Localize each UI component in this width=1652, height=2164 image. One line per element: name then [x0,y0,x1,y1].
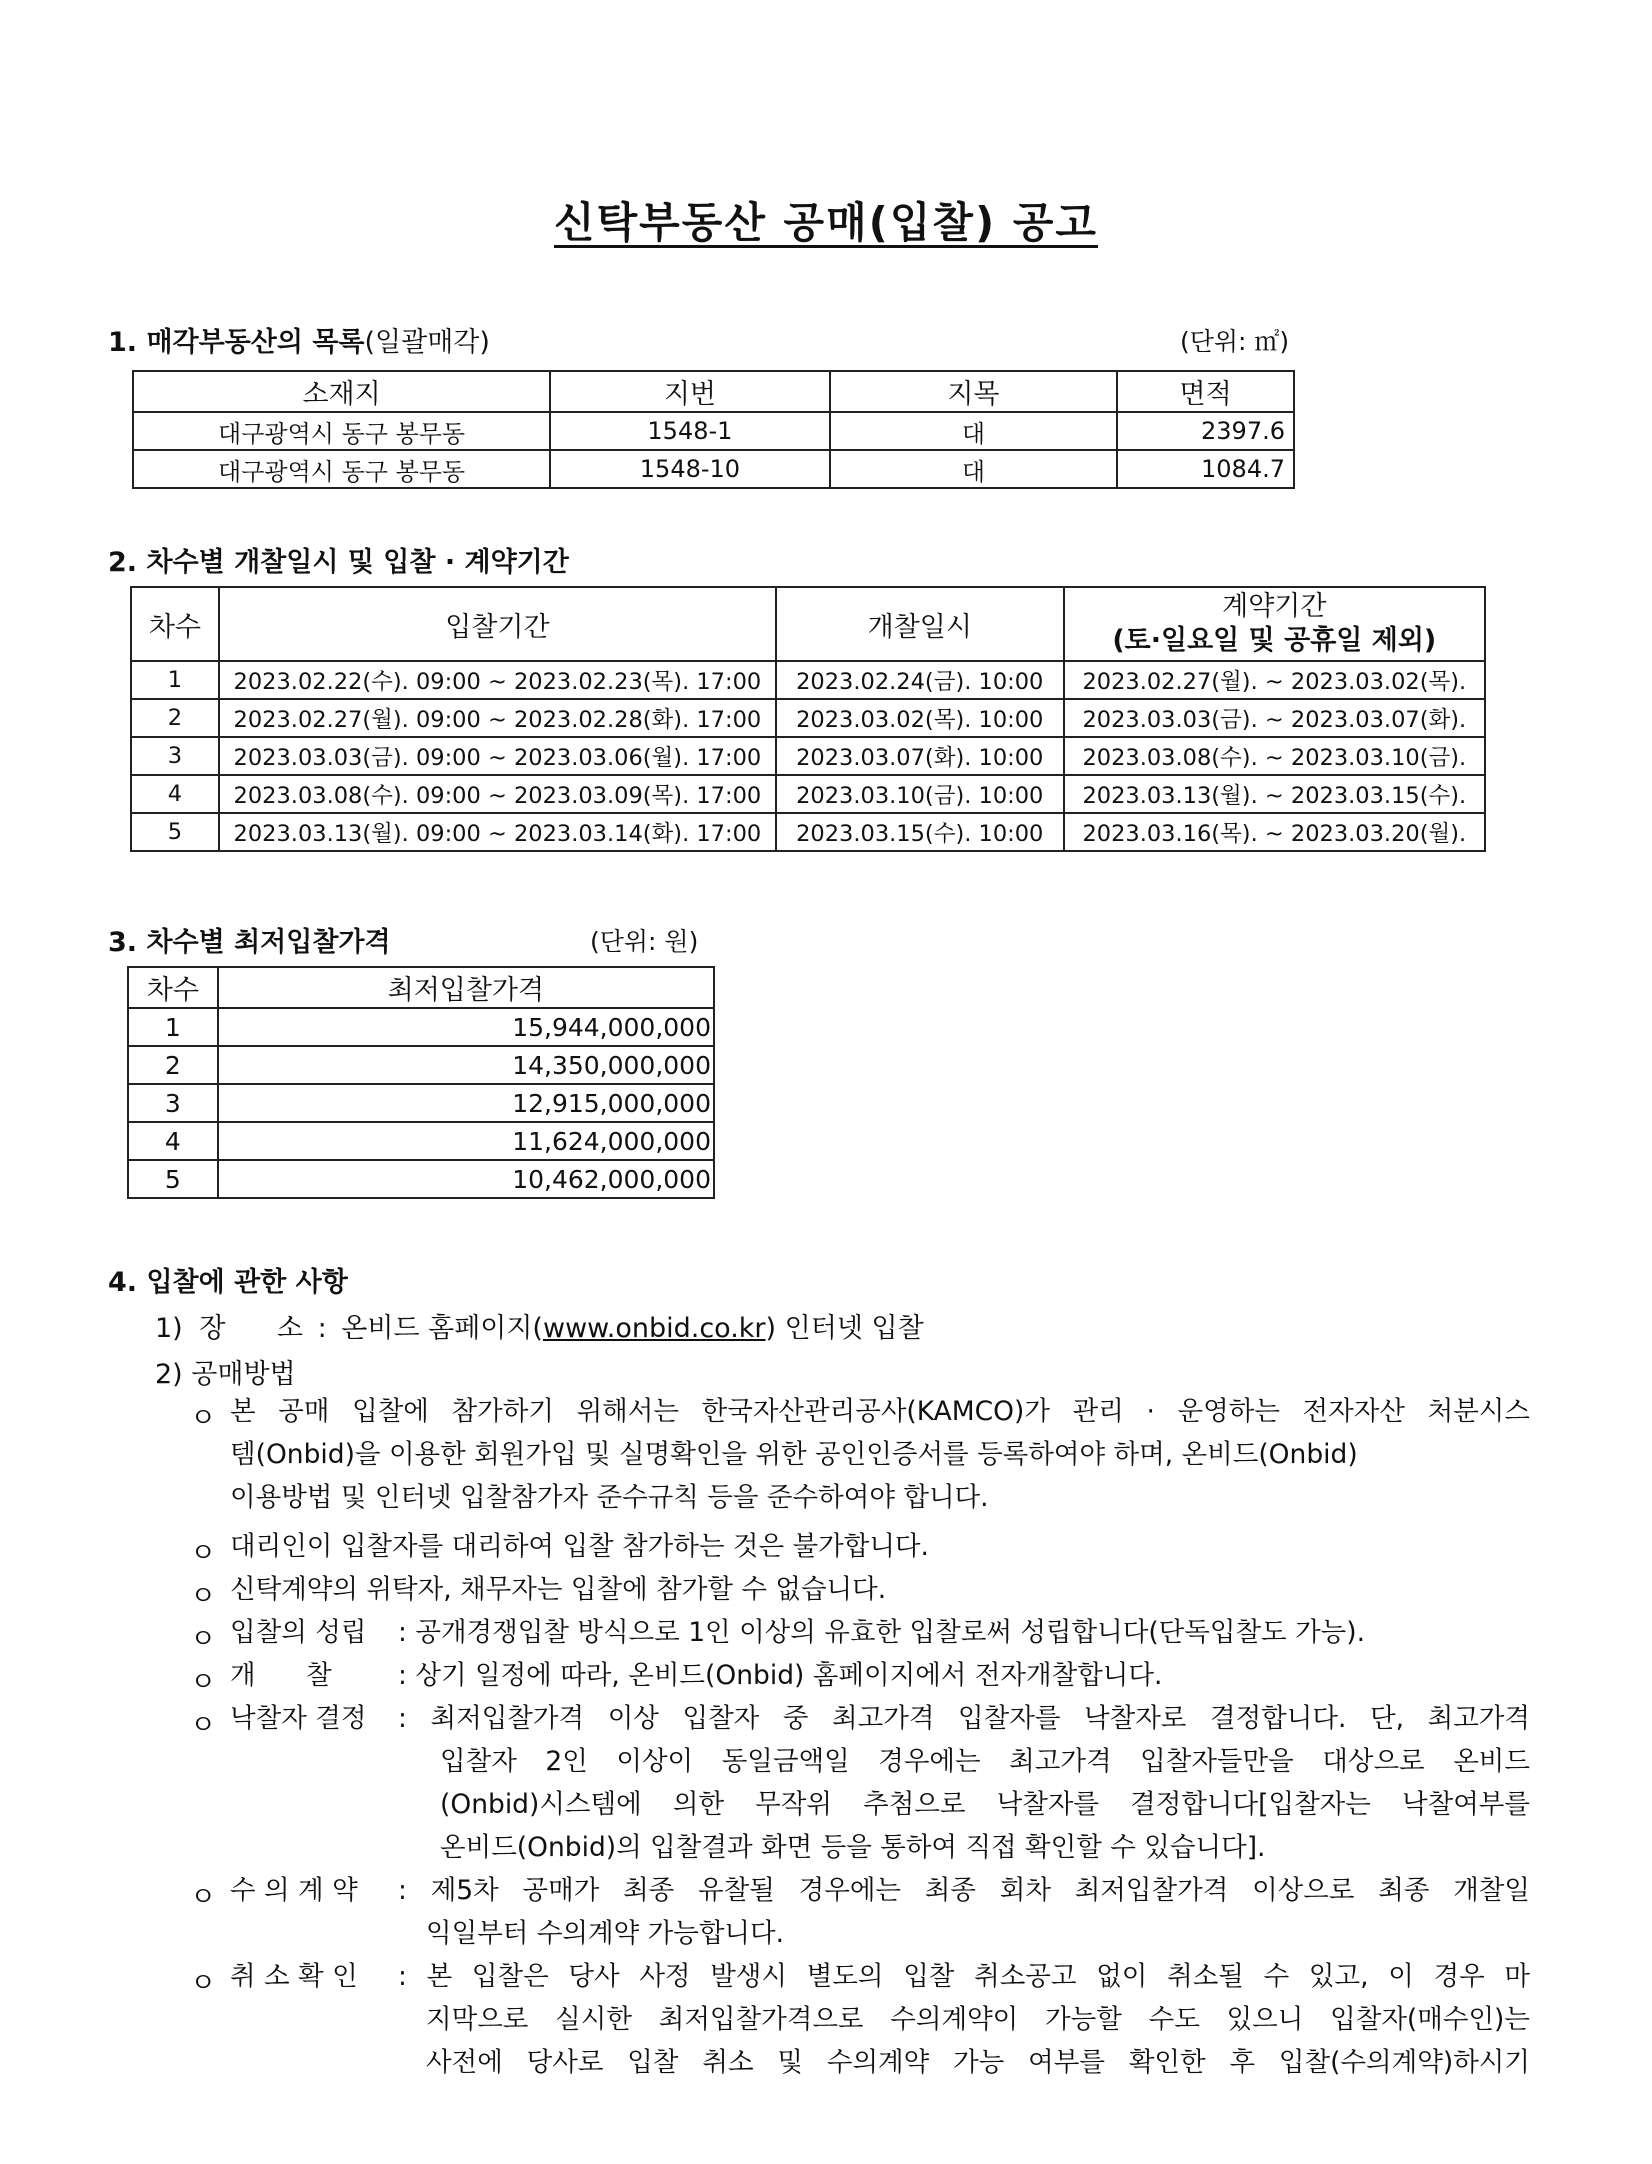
section3-heading: 3. 차수별 최저입찰가격 [108,927,391,958]
table-row: 3 12,915,000,000 [128,1084,714,1122]
paragraph-winner-decision: : 최저입찰가격 이상 입찰자 중 최고가격 입찰자를 낙찰자로 결정합니다. 단, 최고가격 입찰자 2인 이상이 동일금액일 경우에는 최고가격 입찰자들만을 대상으로 온비드 (Onbid)시스템에 의한 무작위 추첨으로 낙찰자를 결정합니다[입찰자는 낙찰여부를 온비드(Onbid)의 입찰결과 화면 등을 통하여 직접 확인할 수 있습니다]. [398,1703,1530,1863]
paragraph-trustor: 신탁계약의 위탁자, 채무자는 입찰에 참가할 수 없습니다. [230,1574,887,1605]
header-lot-number: 지번 [550,371,830,412]
table-row: 5 10,462,000,000 [128,1160,714,1198]
section4-heading: 4. 입찰에 관한 사항 [108,1267,348,1298]
bullet-icon: ㅇ [190,1667,217,1698]
bullet-icon: ㅇ [190,1624,217,1655]
header-location: 소재지 [133,371,550,412]
section3-unit: (단위: 원) [590,927,699,956]
table-row: 1 15,944,000,000 [128,1008,714,1046]
bullet-icon: ㅇ [190,1581,217,1612]
paragraph-agent: 대리인이 입찰자를 대리하여 입찰 참가하는 것은 불가합니다. [230,1531,929,1562]
paragraph-cancellation: : 본 입찰은 당사 사정 발생시 별도의 입찰 취소공고 없이 취소될 수 있고, 이 경우 마 지막으로 실시한 최저입찰가격으로 수의계약이 가능할 수도 있으니 입찰자(매수인)는 사전에 당사로 입찰 취소 및 수의계약 가능 여부를 확인한 후 입찰(수의계약)하시기 [398,1961,1530,2078]
header-area: 면적 [1117,371,1294,412]
item-location: 1) 장 소 : 온비드 홈페이지(www.onbid.co.kr) 인터넷 입찰 [155,1313,924,1344]
header-land-category: 지목 [830,371,1117,412]
min-price-table [127,966,715,1199]
bullet-icon: ㅇ [190,1538,217,1569]
table-row: 2 14,350,000,000 [128,1046,714,1084]
table-row: 4 11,624,000,000 [128,1122,714,1160]
table-row: 2 2023.02.27(월). 09:00 ~ 2023.02.28(화). 17:00 2023.03.02(목). 10:00 2023.03.03(금). ~ 2023.03.07(화). [131,699,1485,737]
label-cancellation: 취 소 확 인 [230,1961,358,1992]
property-list-table [132,370,1295,489]
table-row: 4 2023.03.08(수). 09:00 ~ 2023.03.09(목). 17:00 2023.03.10(금). 10:00 2023.03.13(월). ~ 2023.03.15(수). [131,775,1485,813]
bullet-icon: ㅇ [190,1403,217,1434]
section1-heading: 1. 매각부동산의 목록(일괄매각) [108,327,490,358]
label-opening: 개 찰 [230,1660,332,1691]
header-contract-period: 계약기간 (토·일요일 및 공휴일 제외) [1064,587,1485,661]
section1-unit: (단위: ㎡) [1180,327,1290,356]
table-row: 대구광역시 동구 봉무동 1548-10 대 1084.7 [133,450,1294,488]
header-round: 차수 [128,967,218,1008]
paragraph-opening: : 상기 일정에 따라, 온비드(Onbid) 홈페이지에서 전자개찰합니다. [398,1660,1163,1691]
paragraph-bid-formation: : 공개경쟁입찰 방식으로 1인 이상의 유효한 입찰로써 성립합니다(단독입찰도 가능). [398,1617,1366,1648]
header-round: 차수 [131,587,219,661]
table-header-row [131,587,1485,661]
table-row: 5 2023.03.13(월). 09:00 ~ 2023.03.14(화). 17:00 2023.03.15(수). 10:00 2023.03.16(목). ~ 2023.03.20(월). [131,813,1485,851]
table-row: 1 2023.02.22(수). 09:00 ~ 2023.02.23(목). 17:00 2023.02.24(금). 10:00 2023.02.27(월). ~ 2023.03.02(목). [131,661,1485,699]
onbid-link[interactable]: www.onbid.co.kr [542,1313,766,1344]
table-header-row [128,967,714,1008]
bullet-icon: ㅇ [190,1882,217,1913]
table-header-row [133,371,1294,412]
item-method: 2) 공매방법 [155,1359,296,1390]
bullet-icon: ㅇ [190,1710,217,1741]
header-min-price: 최저입찰가격 [218,967,714,1008]
table-row: 3 2023.03.03(금). 09:00 ~ 2023.03.06(월). 17:00 2023.03.07(화). 10:00 2023.03.08(수). ~ 2023.03.10(금). [131,737,1485,775]
schedule-table [130,586,1486,852]
bullet-icon: ㅇ [190,1968,217,1999]
label-bid-formation: 입찰의 성립 [230,1617,367,1648]
section2-heading: 2. 차수별 개찰일시 및 입찰 · 계약기간 [108,547,569,578]
page-title: 신탁부동산 공매(입찰) 공고 [554,198,1098,247]
label-private-contract: 수 의 계 약 [230,1875,358,1906]
table-row: 대구광역시 동구 봉무동 1548-1 대 2397.6 [133,412,1294,450]
header-bid-period: 입찰기간 [219,587,776,661]
paragraph-registration: 본 공매 입찰에 참가하기 위해서는 한국자산관리공사(KAMCO)가 관리 · 운영하는 전자자산 처분시스 템(Onbid)을 이용한 회원가입 및 실명확인을 위한 공인인증서를 등록하여야 하며, 온비드(Onbid) 이용방법 및 인터넷 입찰참가자 준수규칙 등을 준수하여야 합니다. [230,1396,1530,1513]
header-opening-time: 개찰일시 [776,587,1064,661]
paragraph-private-contract: : 제5차 공매가 최종 유찰될 경우에는 최종 회차 최저입찰가격 이상으로 최종 개찰일 익일부터 수의계약 가능합니다. [398,1875,1530,1949]
label-winner-decision: 낙찰자 결정 [230,1703,367,1734]
